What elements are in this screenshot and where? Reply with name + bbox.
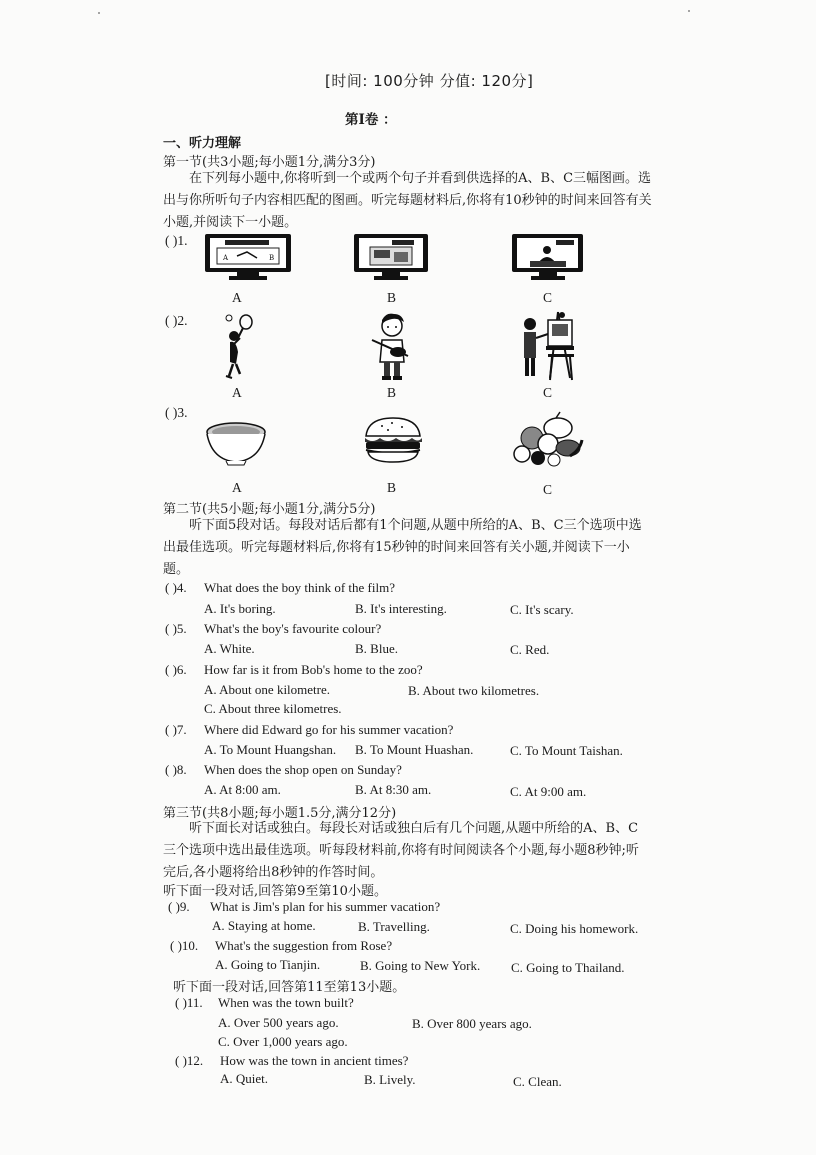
option-label: C	[543, 482, 553, 497]
option-label: A	[232, 385, 242, 400]
question-number: ( )5.	[165, 621, 187, 636]
option-c: C. Red.	[510, 642, 550, 657]
guitar-player-image	[368, 310, 414, 384]
option-c: C. It's scary.	[510, 602, 574, 617]
option-a: A. Quiet.	[220, 1071, 269, 1086]
question-number: ( )11.	[175, 995, 203, 1010]
option-label: B	[387, 290, 397, 305]
question-number: ( )12.	[175, 1053, 204, 1068]
option-a: A. About one kilometre.	[204, 682, 331, 697]
tv-sports-image	[203, 232, 293, 282]
section2-title: 第二节(共5小题;每小题1分,满分5分)	[163, 502, 376, 517]
question-text: When does the shop open on Sunday?	[204, 762, 402, 777]
option-a: A. Staying at home.	[212, 918, 316, 933]
question-text: How far is it from Bob's home to the zoo?	[204, 662, 423, 677]
option-b: B. Over 800 years ago.	[412, 1016, 532, 1031]
option-label: B	[387, 480, 397, 495]
section2-instruction: 听下面5段对话。每段对话后都有1个问题,从题中所给的A、B、C三个选项中选出最佳选项。听完每题材料后,你将有15秒钟的时间来回答有关小题,并阅读下一小题。	[163, 518, 642, 577]
question-number: ( )9.	[168, 899, 190, 914]
section1-title: 第一节(共3小题;每小题1分,满分3分)	[163, 155, 376, 170]
option-a: A. To Mount Huangshan.	[204, 742, 337, 757]
section3-title: 第三节(共8小题;每小题1.5分,满分12分)	[163, 806, 397, 821]
option-a: A. White.	[204, 641, 255, 656]
option-b: B. Going to New York.	[360, 958, 481, 973]
question-text: What does the boy think of the film?	[204, 580, 395, 595]
option-c: C. At 9:00 am.	[510, 784, 587, 799]
question-number: ( )6.	[165, 662, 187, 677]
subsection-instruction: 听下面一段对话,回答第9至第10小题。	[163, 884, 387, 899]
svg-text:A: A	[223, 254, 229, 262]
section3-instruction: 听下面长对话或独白。每段长对话或独白后有几个问题,从题中所给的A、B、C三个选项中选出最佳选项。听每段材料前,你将有时间阅读各个小题,每小题8秒钟;听完后,各小题将给出8秒钟的作答时间。	[163, 821, 639, 880]
option-label: A	[232, 290, 242, 305]
section1-instruction: 在下列每小题中,你将听到一个或两个句子并看到供选择的A、B、C三幅图画。选出与你所听句子内容相匹配的图画。听完每题材料后,你将有10秒钟的时间来回答有关小题,并阅读下一小题。	[163, 171, 652, 230]
question-text: What is Jim's plan for his summer vacation?	[210, 899, 441, 914]
option-a: A. At 8:00 am.	[204, 782, 281, 797]
option-a: A. It's boring.	[204, 601, 276, 616]
option-b: B. Travelling.	[358, 919, 430, 934]
option-label: C	[543, 385, 553, 400]
question-number: ( )8.	[165, 762, 187, 777]
question-number: ( )3.	[165, 405, 188, 420]
rice-bowl-image	[204, 420, 268, 466]
question-text: What's the suggestion from Rose?	[215, 938, 393, 953]
question-number: ( )10.	[170, 938, 199, 953]
option-c: C. Doing his homework.	[510, 921, 639, 936]
option-c: C. Over 1,000 years ago.	[218, 1034, 348, 1049]
option-c: C. Clean.	[513, 1074, 562, 1089]
question-text: When was the town built?	[218, 995, 354, 1010]
option-b: B. Blue.	[355, 641, 398, 656]
option-b: B. To Mount Huashan.	[355, 742, 474, 757]
option-b: B. Lively.	[364, 1072, 416, 1087]
option-label: A	[232, 480, 242, 495]
question-text: How was the town in ancient times?	[220, 1053, 409, 1068]
question-number: ( )2.	[165, 313, 188, 328]
option-c: C. About three kilometres.	[204, 701, 342, 716]
option-c: C. To Mount Taishan.	[510, 743, 623, 758]
option-a: A. Going to Tianjin.	[215, 957, 321, 972]
subsection-instruction: 听下面一段对话,回答第11至第13小题。	[173, 980, 406, 995]
tennis-player-image	[216, 312, 256, 384]
question-text: What's the boy's favourite colour?	[204, 621, 382, 636]
option-label: C	[543, 290, 553, 305]
svg-text:B: B	[269, 254, 275, 262]
option-label: B	[387, 385, 397, 400]
tv-presenter-image	[510, 232, 585, 282]
option-b: B. About two kilometres.	[408, 683, 540, 698]
part1-title: 一、听力理解	[163, 136, 242, 151]
volume-title: 第Ⅰ卷 ：	[345, 112, 397, 128]
question-number: ( )7.	[165, 722, 187, 737]
hamburger-image	[362, 416, 424, 466]
question-text: Where did Edward go for his summer vacation?	[204, 722, 454, 737]
option-a: A. Over 500 years ago.	[218, 1015, 339, 1030]
question-number: ( )4.	[165, 580, 187, 595]
fruit-pile-image	[508, 410, 584, 470]
option-b: B. At 8:30 am.	[355, 782, 432, 797]
painter-image	[518, 310, 580, 384]
option-b: B. It's interesting.	[355, 601, 447, 616]
option-c: C. Going to Thailand.	[511, 960, 625, 975]
question-number: ( )1.	[165, 233, 188, 248]
tv-news-image	[352, 232, 430, 282]
exam-header: [时间: 100分钟 分值: 120分]	[325, 72, 534, 90]
